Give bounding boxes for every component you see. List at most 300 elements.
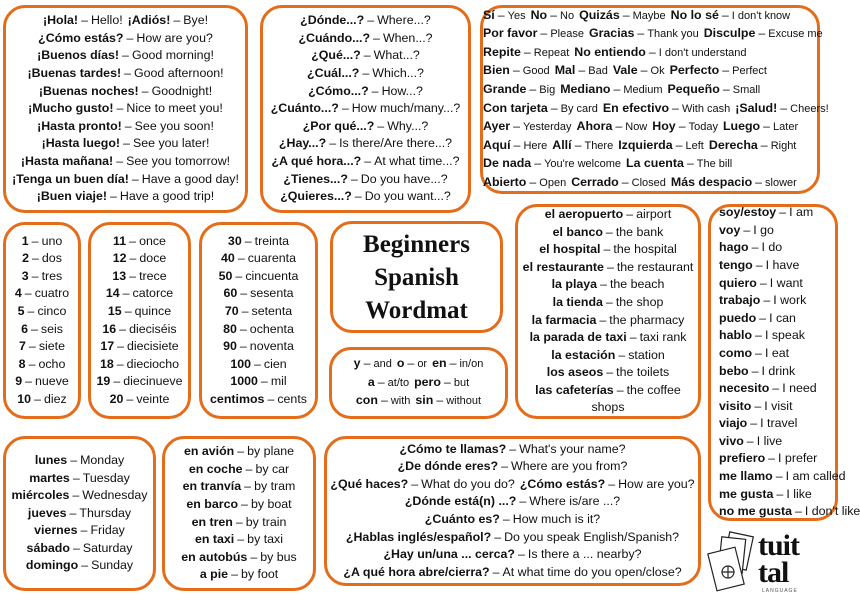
vocab-line: Ayer – Yesterday Ahora – Now Hoy – Today Luego – Later bbox=[483, 119, 799, 134]
spanish-term: la parada de taxi bbox=[529, 330, 627, 345]
spanish-term: 18 bbox=[99, 356, 114, 371]
english-translation: the restaurant bbox=[616, 259, 694, 274]
spanish-term: 2 bbox=[22, 251, 29, 266]
english-translation: I do bbox=[761, 240, 783, 255]
english-translation: There bbox=[584, 139, 614, 152]
english-translation: Friday bbox=[90, 523, 125, 538]
vocab-line: en coche – by car bbox=[188, 461, 290, 476]
vocab-line: el banco – the bank bbox=[552, 224, 664, 239]
spanish-term: ¿Qué...? bbox=[311, 48, 361, 63]
spanish-term: ¿Hay...? bbox=[278, 136, 327, 151]
english-translation: I visit bbox=[764, 398, 793, 413]
english-translation: quince bbox=[134, 303, 172, 318]
vocab-line: 10 – diez bbox=[17, 391, 67, 406]
spanish-term: ¡Salud! bbox=[735, 100, 778, 115]
english-translation: the hospital bbox=[613, 242, 677, 257]
spanish-term: soy/estoy bbox=[719, 205, 777, 220]
vocab-line: 4 – cuatro bbox=[14, 286, 70, 301]
english-translation: by tram bbox=[254, 479, 296, 494]
logo-line-2: tal bbox=[758, 556, 789, 589]
english-translation: Have a good trip! bbox=[119, 189, 215, 204]
vocab-line: ¿Hay...? – Is there/Are there...? bbox=[278, 136, 453, 151]
english-translation: At what time...? bbox=[374, 153, 460, 168]
vocab-line: visito – I visit bbox=[719, 398, 793, 413]
english-translation: Thursday bbox=[79, 505, 132, 520]
spanish-term: 10 bbox=[17, 391, 32, 406]
phrases-box bbox=[324, 436, 701, 586]
vocab-line: hago – I do bbox=[719, 240, 783, 255]
vocab-line: ¿Por qué...? – Why...? bbox=[302, 118, 429, 133]
spanish-term: 19 bbox=[96, 374, 111, 389]
vocab-line: en avión – by plane bbox=[183, 444, 295, 459]
english-translation: Ok bbox=[650, 65, 665, 78]
spanish-term: 1000 bbox=[230, 374, 258, 389]
english-translation: Perfect bbox=[732, 65, 767, 78]
spanish-term: 12 bbox=[112, 251, 127, 266]
spanish-term: Allí bbox=[552, 137, 572, 152]
spanish-term: No bbox=[530, 7, 548, 22]
vocab-line: ¡Mucho gusto! – Nice to meet you! bbox=[28, 101, 223, 116]
english-translation: See you tomorrow! bbox=[126, 153, 231, 168]
vocab-line: la parada de taxi – taxi rank bbox=[529, 330, 687, 345]
spanish-term: el hospital bbox=[539, 242, 601, 257]
english-translation: slower bbox=[765, 176, 797, 189]
spanish-term: en barco bbox=[186, 496, 239, 511]
spanish-term: 6 bbox=[21, 321, 28, 336]
spanish-term: ¡Buen viaje! bbox=[36, 189, 107, 204]
english-translation: Small bbox=[732, 83, 761, 96]
vocab-line: viajo – I travel bbox=[719, 416, 798, 431]
spanish-term: con bbox=[355, 393, 378, 408]
english-translation: Open bbox=[539, 176, 567, 189]
spanish-term: Gracias bbox=[588, 26, 635, 41]
english-translation: I have bbox=[765, 257, 800, 272]
english-translation: nueve bbox=[35, 374, 69, 389]
english-translation: Why...? bbox=[387, 118, 429, 133]
question-words-box bbox=[260, 5, 471, 213]
english-translation: trece bbox=[139, 268, 167, 283]
english-translation: airport bbox=[636, 206, 672, 221]
spanish-term: puedo bbox=[719, 310, 757, 325]
english-translation: Good bbox=[522, 65, 550, 78]
vocab-line: ¿De dónde eres? – Where are you from? bbox=[397, 459, 628, 474]
spanish-term: 90 bbox=[223, 339, 237, 354]
spanish-term: ¡Mucho gusto! bbox=[28, 101, 114, 116]
english-translation: I travel bbox=[760, 416, 798, 431]
english-translation: I live bbox=[756, 433, 783, 448]
spanish-term: Más despacio bbox=[670, 174, 753, 189]
spanish-term: ¿Cómo te llamas? bbox=[399, 441, 507, 456]
english-translation: diez bbox=[43, 391, 67, 406]
spanish-term: los aseos bbox=[546, 365, 604, 380]
english-translation: cents bbox=[277, 391, 307, 406]
spanish-term: De nada bbox=[483, 156, 532, 171]
spanish-term: 30 bbox=[227, 233, 242, 248]
spanish-term: ¿Hay un/una ... cerca? bbox=[383, 547, 515, 562]
english-translation: What do you do? bbox=[421, 476, 515, 491]
english-translation: I am called bbox=[785, 469, 846, 484]
english-translation: dos bbox=[41, 251, 62, 266]
english-translation: Good morning! bbox=[131, 48, 214, 63]
spanish-term: ¿Qué haces? bbox=[330, 476, 409, 491]
spanish-term: hago bbox=[719, 240, 749, 255]
logo-wordmark bbox=[758, 529, 799, 589]
english-translation: By card bbox=[560, 102, 598, 115]
spanish-term: 5 bbox=[17, 303, 25, 318]
english-translation: uno bbox=[41, 233, 63, 248]
vocab-line: voy – I go bbox=[719, 222, 774, 237]
spanish-term: Con tarjeta bbox=[483, 100, 548, 115]
vocab-line: ¡Tenga un buen día! – Have a good day! bbox=[12, 171, 239, 186]
english-translation: taxi rank bbox=[639, 330, 687, 345]
vocab-line: 14 – catorce bbox=[105, 286, 174, 301]
english-translation: in/on bbox=[459, 358, 484, 371]
spanish-term: ¿Cómo estás? bbox=[519, 476, 606, 491]
vocab-line: ¿Cómo...? – How...? bbox=[308, 83, 423, 98]
english-translation: the beach bbox=[609, 277, 665, 292]
english-translation: seis bbox=[40, 321, 63, 336]
english-translation: I eat bbox=[764, 345, 790, 360]
spanish-term: 4 bbox=[14, 286, 22, 301]
vocab-line: 18 – dieciocho bbox=[99, 356, 180, 371]
spanish-term: Ayer bbox=[483, 119, 511, 134]
english-translation: catorce bbox=[132, 286, 174, 301]
spanish-term: voy bbox=[719, 222, 741, 237]
spanish-term: como bbox=[719, 345, 753, 360]
vocab-line: ¿Tienes...? – Do you have...? bbox=[283, 171, 448, 186]
spanish-term: el banco bbox=[552, 224, 603, 239]
spanish-term: Mal bbox=[554, 63, 576, 78]
english-translation: Please bbox=[550, 28, 584, 41]
english-translation: Is there a ... nearby? bbox=[527, 547, 642, 562]
english-translation: by car bbox=[255, 461, 290, 476]
spanish-term: miércoles bbox=[11, 488, 70, 503]
english-translation: treinta bbox=[254, 233, 290, 248]
english-translation: Bye! bbox=[183, 13, 209, 28]
vocab-line: a pie – by foot bbox=[199, 567, 279, 582]
spanish-term: en bbox=[432, 356, 447, 371]
spanish-term: Aquí bbox=[483, 137, 511, 152]
english-translation: by foot bbox=[240, 567, 279, 582]
vocab-line: ¿Quieres...? – Do you want...? bbox=[280, 189, 451, 204]
spanish-term: en autobús bbox=[181, 549, 248, 564]
spanish-term: 17 bbox=[100, 339, 115, 354]
english-translation: Hello! bbox=[90, 13, 123, 28]
spanish-term: 8 bbox=[18, 356, 26, 371]
english-translation: Do you speak English/Spanish? bbox=[504, 529, 680, 544]
english-translation: station bbox=[628, 347, 665, 362]
english-translation: No bbox=[560, 9, 575, 22]
spanish-term: ¡Adiós! bbox=[127, 13, 171, 28]
spanish-term: bebo bbox=[719, 363, 749, 378]
spanish-term: 40 bbox=[221, 251, 235, 266]
vocab-line: jueves – Thursday bbox=[27, 505, 132, 520]
spanish-term: Por favor bbox=[483, 26, 538, 41]
vocab-line: el hospital – the hospital bbox=[539, 242, 677, 257]
english-translation: Cheers! bbox=[790, 102, 829, 115]
vocab-line: no me gusta – I don't like bbox=[719, 504, 860, 519]
spanish-term: domingo bbox=[25, 558, 79, 573]
english-translation: the coffee bbox=[626, 382, 681, 397]
english-translation: How much/many...? bbox=[351, 101, 461, 116]
vocab-line: ¿Cómo te llamas? – What's your name? bbox=[399, 441, 626, 456]
spanish-term: 20 bbox=[109, 391, 124, 406]
spanish-term: sin bbox=[415, 393, 434, 408]
vocab-line: 80 – ochenta bbox=[223, 321, 294, 336]
spanish-term: el aeropuerto bbox=[544, 206, 624, 221]
numbers-1-10-box bbox=[3, 222, 81, 419]
spanish-term: ¡Buenos días! bbox=[37, 48, 120, 63]
english-translation: with bbox=[390, 395, 411, 408]
places-box bbox=[515, 204, 701, 419]
vocab-line: 1 – uno bbox=[21, 233, 63, 248]
english-translation: Which...? bbox=[372, 66, 424, 81]
spanish-term: 3 bbox=[21, 268, 29, 283]
vocab-line: ¿Hay un/una ... cerca? – Is there a ... nearby? bbox=[383, 547, 642, 562]
english-translation: With cash bbox=[681, 102, 731, 115]
transport-box bbox=[162, 436, 316, 591]
english-translation: setenta bbox=[251, 303, 293, 318]
vocab-line: el aeropuerto – airport bbox=[544, 206, 672, 221]
spanish-term: lunes bbox=[34, 452, 68, 467]
english-translation: Big bbox=[539, 83, 556, 96]
english-translation: cien bbox=[263, 356, 287, 371]
logo-line-1: tuit bbox=[758, 529, 799, 562]
english-translation: dieciocho bbox=[126, 356, 180, 371]
english-translation: ocho bbox=[38, 356, 66, 371]
spanish-term: Abierto bbox=[483, 174, 527, 189]
english-translation: I am bbox=[789, 205, 814, 220]
spanish-term: Repite bbox=[483, 44, 521, 59]
english-translation: cuarenta bbox=[247, 251, 296, 266]
spanish-term: la tienda bbox=[552, 294, 603, 309]
vocab-line: y – and o – or en – in/on bbox=[353, 356, 484, 371]
spanish-term: centimos bbox=[210, 391, 265, 406]
vocab-line: la estación – station bbox=[551, 347, 665, 362]
vocab-line: 11 – once bbox=[113, 233, 166, 248]
spanish-term: ¡Hasta pronto! bbox=[37, 118, 122, 133]
spanish-term: Sí bbox=[483, 7, 495, 22]
spanish-term: Derecha bbox=[708, 137, 758, 152]
spanish-term: 100 bbox=[230, 356, 252, 371]
spanish-term: en coche bbox=[188, 461, 243, 476]
vocab-line: Repite – Repeat No entiendo – I don't understand bbox=[483, 44, 747, 59]
english-translation: Tuesday bbox=[82, 470, 130, 485]
vocab-line: 20 – veinte bbox=[109, 391, 170, 406]
english-translation: What...? bbox=[373, 48, 420, 63]
vocab-line: bebo – I drink bbox=[719, 363, 796, 378]
spanish-term: 9 bbox=[15, 374, 23, 389]
spanish-term: sábado bbox=[26, 540, 70, 555]
vocab-line: ¿Cómo estás? – How are you? bbox=[38, 30, 213, 45]
english-translation: siete bbox=[38, 339, 65, 354]
spanish-term: ¡Hasta luego! bbox=[41, 136, 121, 151]
english-translation: I want bbox=[769, 275, 803, 290]
spanish-term: 1 bbox=[21, 233, 29, 248]
spanish-term: no me gusta bbox=[719, 504, 792, 519]
vocab-line: ¿Qué...? – What...? bbox=[311, 48, 420, 63]
spanish-term: quiero bbox=[719, 275, 757, 290]
vocab-line: 60 – sesenta bbox=[223, 286, 294, 301]
spanish-term: Luego bbox=[722, 119, 761, 134]
vocab-line: 16 – dieciséis bbox=[102, 321, 177, 336]
vocab-line: ¡Hasta pronto! – See you soon! bbox=[37, 118, 214, 133]
english-translation: What's your name? bbox=[519, 441, 626, 456]
vocab-line: 50 – cincuenta bbox=[218, 268, 299, 283]
english-translation: veinte bbox=[136, 391, 170, 406]
english-translation: Do you have...? bbox=[360, 171, 448, 186]
vocab-line: ¡Hasta luego! – See you later! bbox=[41, 136, 210, 151]
spanish-term: Mediano bbox=[560, 81, 611, 96]
spanish-term: ¿Quieres...? bbox=[280, 189, 352, 204]
english-translation: How much is it? bbox=[512, 512, 601, 526]
title-line-1: Beginners bbox=[363, 230, 470, 258]
vocab-line: la tienda – the shop bbox=[552, 294, 664, 309]
vocab-line: viernes – Friday bbox=[34, 523, 125, 538]
vocab-line: tengo – I have bbox=[719, 257, 800, 272]
vocab-line: ¿Dónde está(n) ...? – Where is/are ...? bbox=[404, 494, 621, 509]
vocab-line: ¡Hasta mañana! – See you tomorrow! bbox=[20, 153, 231, 168]
vocab-line: ¡Hola! – Hello! ¡Adiós! – Bye! bbox=[42, 13, 209, 28]
english-translation: Now bbox=[625, 121, 648, 134]
vocab-line: 100 – cien bbox=[230, 356, 287, 371]
spanish-term: 15 bbox=[107, 303, 122, 318]
vocab-line: vivo – I live bbox=[719, 433, 783, 448]
vocab-line: 15 – quince bbox=[107, 303, 172, 318]
spanish-term: Bien bbox=[483, 63, 510, 78]
english-translation: but bbox=[453, 376, 470, 389]
spanish-term: ¿Cómo estás? bbox=[38, 30, 124, 45]
vocab-line: 90 – noventa bbox=[223, 339, 294, 354]
spanish-term: las cafeterías bbox=[535, 382, 614, 397]
spanish-term: necesito bbox=[719, 381, 770, 396]
vocab-line: martes – Tuesday bbox=[29, 470, 130, 485]
english-translation: the toilets bbox=[616, 365, 670, 380]
spanish-term: en avión bbox=[183, 444, 235, 459]
spanish-term: o bbox=[396, 356, 405, 371]
vocab-line: Con tarjeta – By card En efectivo – With cash ¡Salud! – Cheers! bbox=[483, 100, 829, 115]
english-translation: once bbox=[139, 233, 166, 248]
english-translation: Saturday bbox=[82, 540, 133, 555]
english-translation: Today bbox=[688, 121, 718, 134]
spanish-term: ¿Por qué...? bbox=[302, 118, 375, 133]
english-translation: I speak bbox=[764, 328, 805, 343]
spanish-term: prefiero bbox=[719, 451, 766, 466]
english-translation: the pharmacy bbox=[609, 312, 685, 327]
spanish-term: en taxi bbox=[195, 532, 235, 547]
english-translation: Later bbox=[773, 121, 799, 134]
spanish-term: ¿Cuánto es? bbox=[424, 512, 500, 526]
spanish-term: hablo bbox=[719, 328, 753, 343]
english-translation: See you soon! bbox=[134, 118, 214, 133]
spanish-term: tengo bbox=[719, 257, 753, 272]
english-translation: I drink bbox=[761, 363, 796, 378]
spanish-term: En efectivo bbox=[602, 100, 670, 115]
vocab-line: hablo – I speak bbox=[719, 328, 805, 343]
vocab-line: puedo – I can bbox=[719, 310, 796, 325]
english-translation: by train bbox=[245, 514, 287, 529]
english-translation: Excuse me bbox=[768, 28, 823, 41]
vocab-line: prefiero – I prefer bbox=[719, 451, 818, 466]
vocab-line: 1000 – mil bbox=[230, 374, 287, 389]
vocab-line: domingo – Sunday bbox=[25, 558, 134, 573]
english-translation: Nice to meet you! bbox=[126, 101, 223, 116]
english-translation: noventa bbox=[249, 339, 294, 354]
spanish-term: No entiendo bbox=[574, 44, 646, 59]
english-translation: When...? bbox=[382, 30, 433, 45]
english-translation: doce bbox=[139, 251, 167, 266]
spanish-term: 7 bbox=[19, 339, 26, 354]
vocab-line: como – I eat bbox=[719, 345, 790, 360]
vocab-line: 2 – dos bbox=[22, 251, 62, 266]
english-translation: Medium bbox=[623, 83, 663, 96]
english-translation: diecisiete bbox=[127, 339, 179, 354]
days-box bbox=[3, 436, 156, 591]
spanish-term: Izquierda bbox=[618, 137, 673, 152]
spanish-term: 60 bbox=[223, 286, 238, 301]
english-translation: Maybe bbox=[632, 9, 666, 22]
spanish-term: 50 bbox=[218, 268, 233, 283]
tuition-logo bbox=[708, 528, 801, 601]
spanish-term: ¡Hola! bbox=[42, 13, 79, 28]
english-translation: I don't understand bbox=[658, 46, 747, 59]
vocab-line: Abierto – Open Cerrado – Closed Más despacio – slower bbox=[483, 174, 797, 189]
vocab-line: ¿Cuánto...? – How much/many...? bbox=[270, 101, 461, 116]
vocab-line: ¿Hablas inglés/español? – Do you speak English/Spanish? bbox=[345, 529, 680, 544]
vocab-line: ¡Buenas tardes! – Good afternoon! bbox=[27, 66, 224, 81]
spanish-term: Vale bbox=[612, 63, 638, 78]
vocab-line: soy/estoy – I am bbox=[719, 205, 814, 220]
vocab-line: me gusta – I like bbox=[719, 486, 812, 501]
english-translation: by taxi bbox=[247, 532, 283, 547]
spanish-term: viajo bbox=[719, 416, 748, 431]
vocab-line: a – at/to pero – but bbox=[367, 374, 470, 389]
vocab-line: Sí – Yes No – No Quizás – Maybe No lo sé – I don't know bbox=[483, 7, 791, 22]
english-translation: I don't like bbox=[804, 504, 860, 519]
spanish-term: ¿Tienes...? bbox=[283, 171, 348, 186]
english-translation: Right bbox=[770, 139, 797, 152]
spanish-term: Ahora bbox=[576, 119, 613, 134]
english-translation: I go bbox=[753, 222, 774, 237]
english-translation: How...? bbox=[381, 83, 423, 98]
spanish-term: jueves bbox=[27, 505, 67, 520]
vocab-line: el restaurante – the restaurant bbox=[522, 259, 694, 274]
vocab-line: Aquí – Here Allí – There Izquierda – Left Derecha – Right bbox=[483, 137, 797, 152]
vocab-line: 7 – siete bbox=[19, 339, 65, 354]
spanish-term: 13 bbox=[112, 268, 127, 283]
spanish-term: ¿A qué hora abre/cierra? bbox=[343, 564, 490, 579]
english-translation: Have a good day! bbox=[141, 171, 239, 186]
vocab-line: en barco – by boat bbox=[186, 496, 292, 511]
english-translation: How are you? bbox=[136, 30, 213, 45]
spanish-term: visito bbox=[719, 398, 752, 413]
vocab-line: ¡Buenos días! – Good morning! bbox=[37, 48, 214, 63]
english-translation: the bank bbox=[615, 224, 664, 239]
spanish-term: ¿Dónde...? bbox=[300, 13, 365, 28]
spanish-term: ¿Hablas inglés/español? bbox=[345, 529, 492, 544]
english-translation: sesenta bbox=[250, 286, 294, 301]
english-translation: by boat bbox=[250, 496, 292, 511]
vocab-line: me llamo – I am called bbox=[719, 469, 846, 484]
english-translation: Sunday bbox=[91, 558, 134, 573]
english-translation: Do you want...? bbox=[364, 189, 451, 204]
spanish-term: en tranvía bbox=[182, 479, 242, 494]
spanish-term: martes bbox=[29, 470, 70, 485]
english-translation: I need bbox=[782, 381, 817, 396]
english-translation: I don't know bbox=[731, 9, 791, 22]
english-translation: The bill bbox=[696, 158, 733, 171]
english-translation: Yesterday bbox=[523, 121, 572, 134]
